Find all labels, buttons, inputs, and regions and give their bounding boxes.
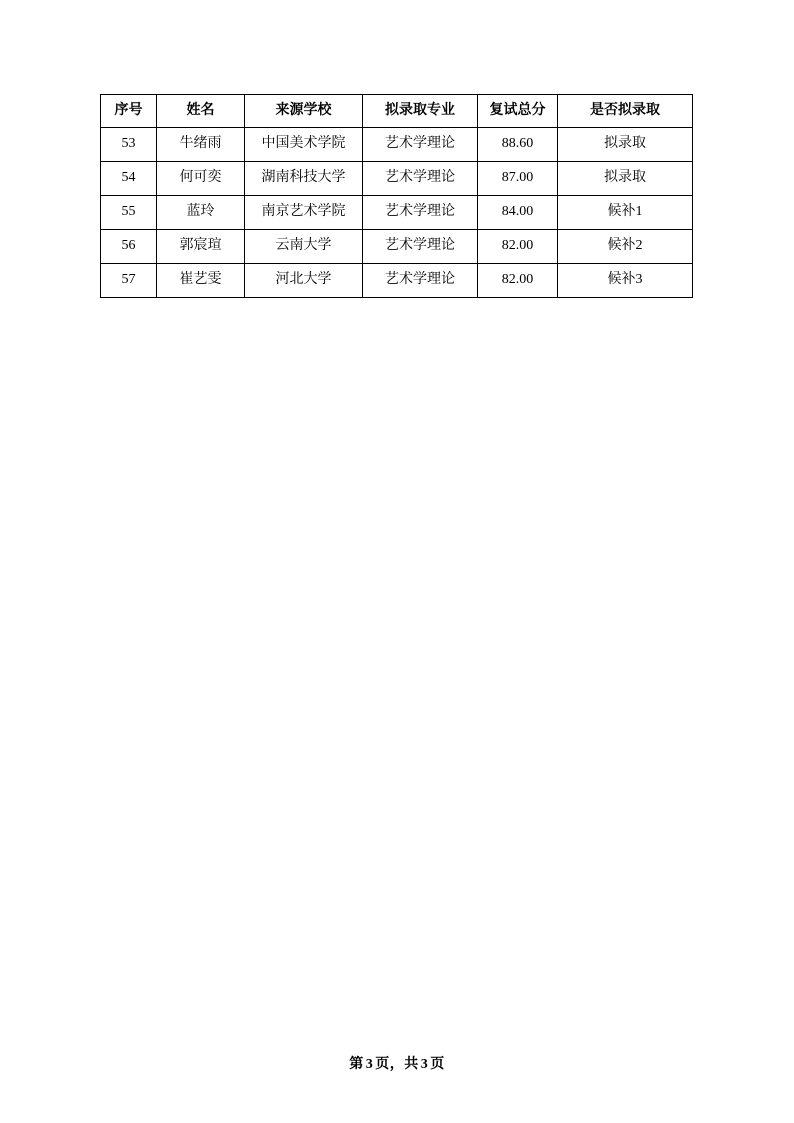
cell-result: 拟录取 <box>558 128 693 162</box>
cell-school: 中国美术学院 <box>245 128 363 162</box>
column-header-name: 姓名 <box>157 95 245 128</box>
cell-name: 郭宸瑄 <box>157 230 245 264</box>
table-row <box>101 264 693 298</box>
column-header-result: 是否拟录取 <box>558 95 693 128</box>
cell-score: 82.00 <box>478 264 558 298</box>
cell-name: 牛绪雨 <box>157 128 245 162</box>
cell-school: 河北大学 <box>245 264 363 298</box>
cell-result: 候补2 <box>558 230 693 264</box>
cell-result: 拟录取 <box>558 162 693 196</box>
page-footer <box>0 1053 794 1073</box>
cell-major: 艺术学理论 <box>363 230 478 264</box>
table-header-row <box>101 95 693 128</box>
cell-index: 53 <box>101 128 157 162</box>
cell-index: 57 <box>101 264 157 298</box>
cell-school: 湖南科技大学 <box>245 162 363 196</box>
cell-school: 云南大学 <box>245 230 363 264</box>
footer-total-pages: 3 <box>420 1057 429 1072</box>
cell-name: 蓝玲 <box>157 196 245 230</box>
cell-name: 何可奕 <box>157 162 245 196</box>
table-row <box>101 128 693 162</box>
table-row <box>101 230 693 264</box>
footer-prefix: 第 <box>349 1057 364 1072</box>
cell-major: 艺术学理论 <box>363 264 478 298</box>
admission-table <box>100 94 693 298</box>
column-header-score: 复试总分 <box>478 95 558 128</box>
cell-major: 艺术学理论 <box>363 128 478 162</box>
cell-score: 87.00 <box>478 162 558 196</box>
column-header-school: 来源学校 <box>245 95 363 128</box>
cell-school: 南京艺术学院 <box>245 196 363 230</box>
cell-name: 崔艺雯 <box>157 264 245 298</box>
table-row <box>101 196 693 230</box>
footer-suffix: 页 <box>430 1057 445 1072</box>
cell-major: 艺术学理论 <box>363 196 478 230</box>
cell-score: 84.00 <box>478 196 558 230</box>
cell-index: 55 <box>101 196 157 230</box>
cell-index: 54 <box>101 162 157 196</box>
footer-current-page: 3 <box>365 1057 374 1072</box>
cell-score: 82.00 <box>478 230 558 264</box>
cell-score: 88.60 <box>478 128 558 162</box>
column-header-index: 序号 <box>101 95 157 128</box>
table-row <box>101 162 693 196</box>
column-header-major: 拟录取专业 <box>363 95 478 128</box>
footer-middle: 页，共 <box>375 1057 419 1072</box>
admission-table-container <box>100 94 692 298</box>
cell-result: 候补3 <box>558 264 693 298</box>
cell-index: 56 <box>101 230 157 264</box>
cell-major: 艺术学理论 <box>363 162 478 196</box>
cell-result: 候补1 <box>558 196 693 230</box>
